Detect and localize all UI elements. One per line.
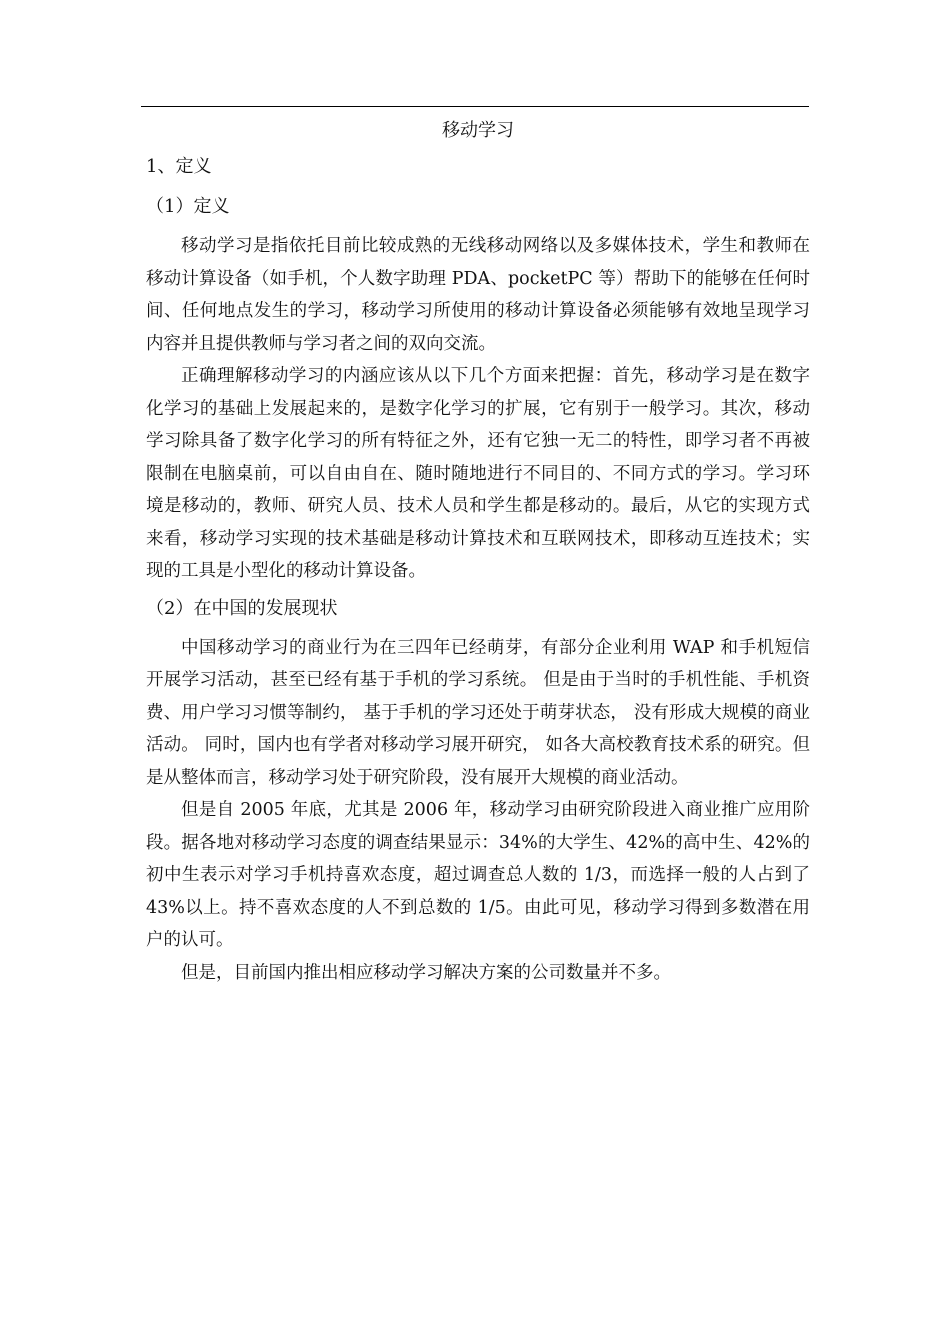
paragraph-definition-2: 正确理解移动学习的内涵应该从以下几个方面来把握：首先，移动学习是在数字化学习的基础上发展起来的，是数字化学习的扩展，它有别于一般学习。其次，移动学习除具备了数字化学习的所有特征之外，还有它独一无二的特性，即学习者不再被限制在电脑桌前，可以自由自在、随时随地进行不同目的、不同方式的学习。学习环境是移动的，教师、研究人员、技术人员和学生都是移动的。最后，从它的实现方式来看，移动学习实现的技术基础是移动计算技术和互联网技术，即移动互连技术；实现的工具是小型化的移动计算设备。 <box>146 366 810 581</box>
subsection-heading-china-status: （2）在中国的发展现状 <box>146 597 338 619</box>
paragraph-china-status-3: 但是，目前国内推出相应移动学习解决方案的公司数量并不多。 <box>181 962 671 983</box>
paragraph-definition-1: 移动学习是指依托目前比较成熟的无线移动网络以及多媒体技术，学生和教师在移动计算设备（如手机，个人数字助理 PDA、pocketPC 等）帮助下的能够在任何时间、任何地点发生的学习，移动学习所使用的移动计算设备必须能够有效地呈现学习内容并且提供教师与学习者之间的双向交流。 <box>146 236 810 354</box>
document-body <box>146 116 810 989</box>
paragraph-china-status-1: 中国移动学习的商业行为在三四年已经萌芽，有部分企业利用 WAP 和手机短信开展学习活动，甚至已经有基于手机的学习系统。 但是由于当时的手机性能、手机资费、用户学习习惯等制约， 基于手机的学习还处于萌芽状态， 没有形成大规模的商业活动。 同时，国内也有学者对移动学习展开研究， 如各大高校教育技术系的研究。但是从整体而言，移动学习处于研究阶段，没有展开大规模的商业活动。 <box>146 637 810 788</box>
header-rule <box>141 106 809 107</box>
subsection-heading-definition: （1）定义 <box>146 196 230 217</box>
document-title: 移动学习 <box>442 120 514 141</box>
paragraph-china-status-2: 但是自 2005 年底，尤其是 2006 年，移动学习由研究阶段进入商业推广应用阶段。据各地对移动学习态度的调查结果显示：34%的大学生、42%的高中生、42%的初中生表示对学习手机持喜欢态度，超过调查总人数的 1/3，而选择一般的人占到了 43%以上。持不喜欢态度的人不到总数的 1/5。由此可见，移动学习得到多数潜在用户的认可。 <box>146 800 810 950</box>
section-heading-definition: 1、定义 <box>146 156 212 177</box>
